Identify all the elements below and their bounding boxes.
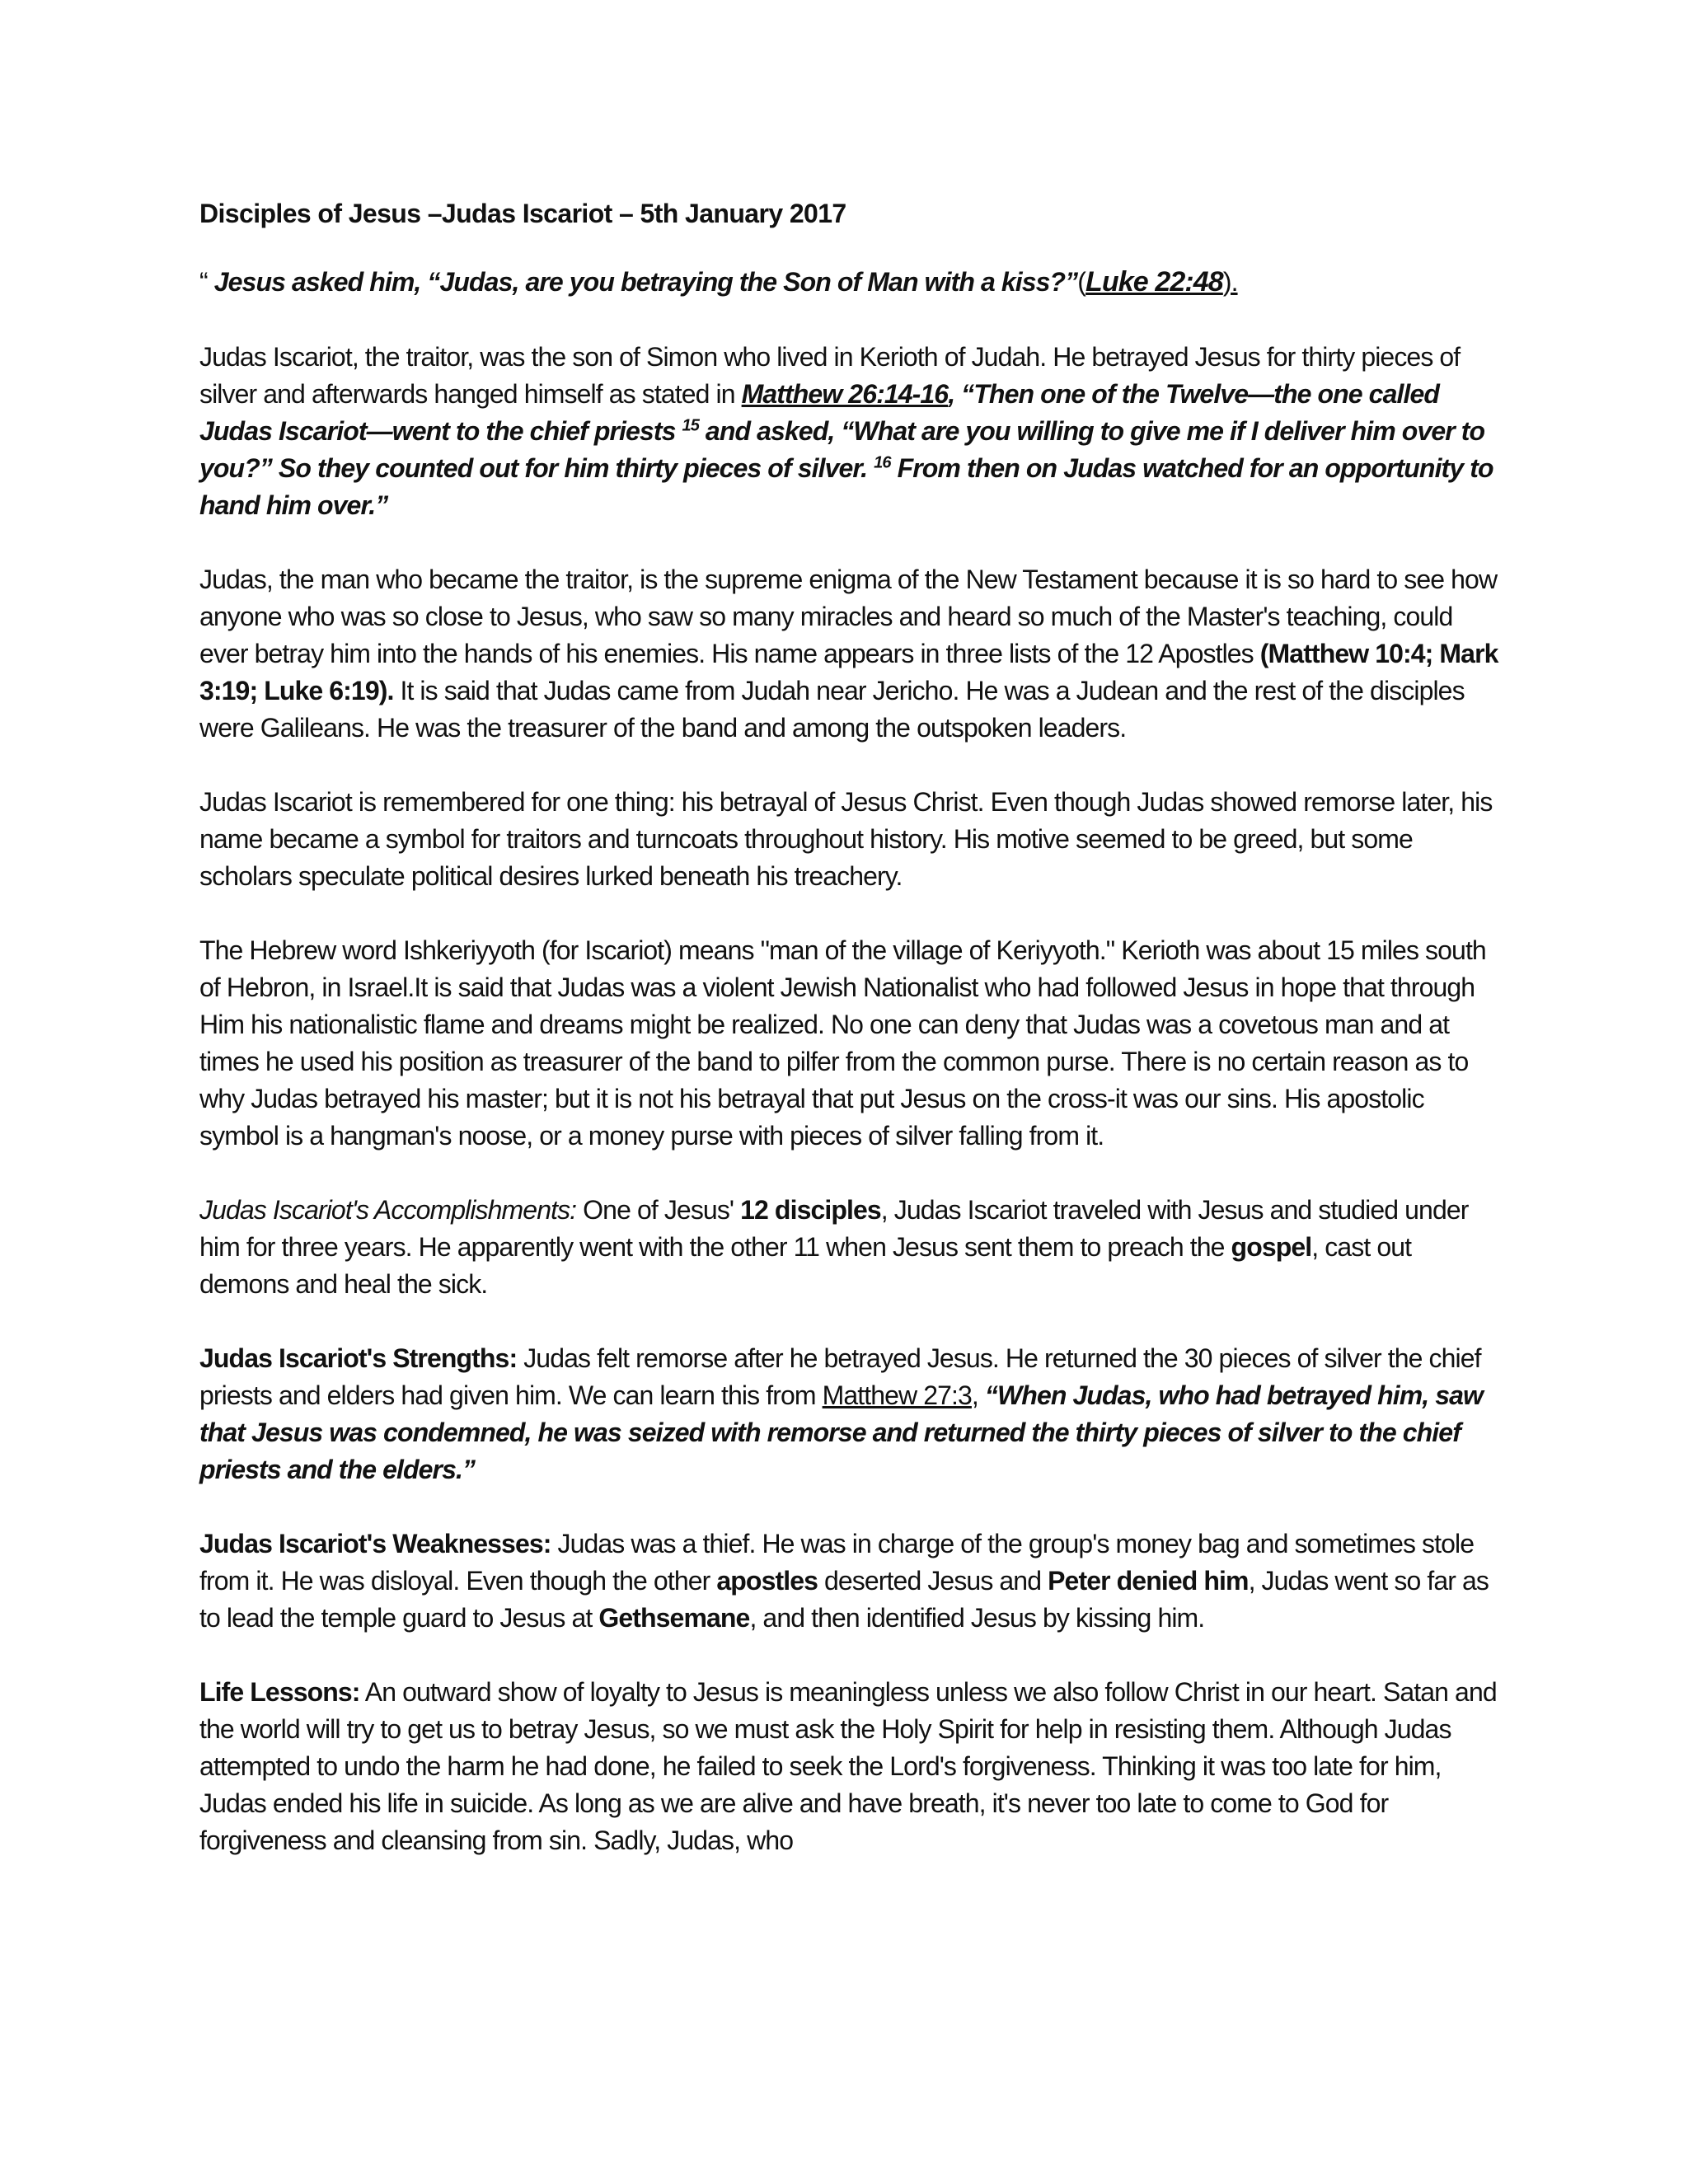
paragraph-betrayal-intro: Judas Iscariot, the traitor, was the son of Simon who lived in Kerioth of Judah. He betrayed Jesus for thirty pieces of silver and afterwards hanged himself as stated in <box>199 342 1461 409</box>
accomplishments-text-a: One of Jesus' <box>576 1195 741 1225</box>
life-lessons-text: An outward show of loyalty to Jesus is meaningless unless we also follow Christ in our heart. Satan and the world will try to get us to betray Jesus, so we must ask the Holy Spirit for help in resisting them. Although Judas attempted to undo the harm he had done, he failed to seek the Lord's forgiveness. Thinking it was too late for him, Judas ended his life in suicide. As long as we are alive and have breath, it's never too late to come to God for forgiveness and cleansing from sin. Sadly, Judas, who <box>199 1677 1497 1855</box>
accomplishments-text-b: , Judas Iscariot traveled with Jesus and studied under him for three years. He apparently went with the other 11 when Jesus sent them to preach the <box>199 1195 1469 1262</box>
opening-quote-mark: “ <box>199 267 214 297</box>
paragraph-betrayal <box>199 339 1502 524</box>
verse-number-15: 15 <box>682 416 699 435</box>
strengths-text-a: Judas felt remorse after he betrayed Jesus. He returned the 30 pieces of silver the chief priests and elders had given him. We can learn this from <box>199 1343 1481 1410</box>
opening-quote-text: Jesus asked him, “Judas, are you betraying the Son of Man with a kiss?” <box>213 267 1078 297</box>
weaknesses-text-c: , Judas went so far as to lead the temple guard to Jesus at <box>199 1566 1489 1633</box>
paragraph-accomplishments <box>199 1192 1502 1303</box>
page-title: Disciples of Jesus –Judas Iscariot – 5th January 2017 <box>199 199 846 228</box>
opening-quote-ref-open: ( <box>1077 267 1086 297</box>
strengths-text-b: , <box>971 1380 985 1410</box>
weaknesses-text-d: , and then identified Jesus by kissing him. <box>749 1603 1205 1633</box>
link-12-disciples[interactable]: 12 disciples <box>740 1195 881 1225</box>
paragraph-enigma-text-a: Judas, the man who became the traitor, is the supreme enigma of the New Testament because it is so hard to see how anyone who was so close to Jesus, who saw so many miracles and heard so much of the Master's teaching, could ever betray him into the hands of his enemies. His name appears in three lists of the 12 Apostles <box>199 565 1498 668</box>
link-gospel[interactable]: gospel <box>1231 1232 1312 1262</box>
weaknesses-label: Judas Iscariot's Weaknesses: <box>199 1529 551 1558</box>
link-peter-denied-him[interactable]: Peter denied him <box>1048 1566 1249 1596</box>
accomplishments-text-c: , cast out demons and heal the sick. <box>199 1232 1412 1299</box>
paragraph-life-lessons <box>199 1674 1502 1859</box>
paragraph-weaknesses <box>199 1526 1502 1637</box>
accomplishments-label: Judas Iscariot's Accomplishments: <box>199 1195 577 1225</box>
document-page <box>199 194 1502 1896</box>
paragraph-hebrew-word: The Hebrew word Ishkeriyyoth (for Iscariot) means "man of the village of Keriyyoth." Kerioth was about 15 miles south of Hebron, in Israel.It is said that Judas was a violent Jewish Nationalist who had followed Jesus in hope that through Him his nationalistic flame and dreams might be realized. No one can deny that Judas was a covetous man and at times he used his position as treasurer of the band to pilfer from the common purse. There is no certain reason as to why Judas betrayed his master; but it is not his betrayal that put Jesus on the cross-it was our sins. His apostolic symbol is a hangman's noose, or a money purse with pieces of silver falling from it. <box>199 935 1486 1151</box>
scripture-reference-matthew-26[interactable]: Matthew 26:14-16 <box>741 379 949 409</box>
scripture-quote-part-b: and asked, “What are you willing to give me if I deliver him over to you?” So they counted out for him thirty pieces of silver. <box>199 416 1485 483</box>
link-apostles[interactable]: apostles <box>716 1566 818 1596</box>
paragraph-remembered: Judas Iscariot is remembered for one thing: his betrayal of Jesus Christ. Even though Judas showed remorse later, his name became a symbol for traitors and turncoats throughout history. His motive seemed to be greed, but some scholars speculate political desires lurked beneath his treachery. <box>199 787 1493 891</box>
strengths-label: Judas Iscariot's Strengths: <box>199 1343 518 1373</box>
paragraph-enigma-text-b: It is said that Judas came from Judah near Jericho. He was a Judean and the rest of the disciples were Galileans. He was the treasurer of the band and among the outspoken leaders. <box>199 676 1465 743</box>
life-lessons-label: Life Lessons: <box>199 1677 360 1707</box>
apostle-list-references: (Matthew 10:4; Mark 3:19; Luke 6:19). <box>199 639 1498 705</box>
paragraph-strengths <box>199 1340 1502 1488</box>
weaknesses-text-b: deserted Jesus and <box>818 1566 1048 1596</box>
strengths-quote: “When Judas, who had betrayed him, saw that Jesus was condemned, he was seized with remorse and returned the thirty pieces of silver to the chief priests and the elders.” <box>199 1380 1484 1484</box>
scripture-quote-part-a: , “Then one of the Twelve—the one called Judas Iscariot—went to the chief priests <box>199 379 1440 446</box>
link-gethsemane[interactable]: Gethsemane <box>598 1603 750 1633</box>
opening-quote-ref-close: ). <box>1222 267 1238 297</box>
opening-quote <box>199 264 1502 301</box>
scripture-reference-matthew-27[interactable]: Matthew 27:3 <box>822 1380 972 1410</box>
opening-quote-reference[interactable]: Luke 22:48 <box>1085 266 1223 298</box>
weaknesses-text-a: Judas was a thief. He was in charge of the group's money bag and sometimes stole from it. He was disloyal. Even though the other <box>199 1529 1475 1596</box>
paragraph-enigma <box>199 561 1502 747</box>
scripture-quote-part-c: From then on Judas watched for an opportunity to hand him over.” <box>199 453 1493 520</box>
verse-number-16: 16 <box>874 453 891 472</box>
